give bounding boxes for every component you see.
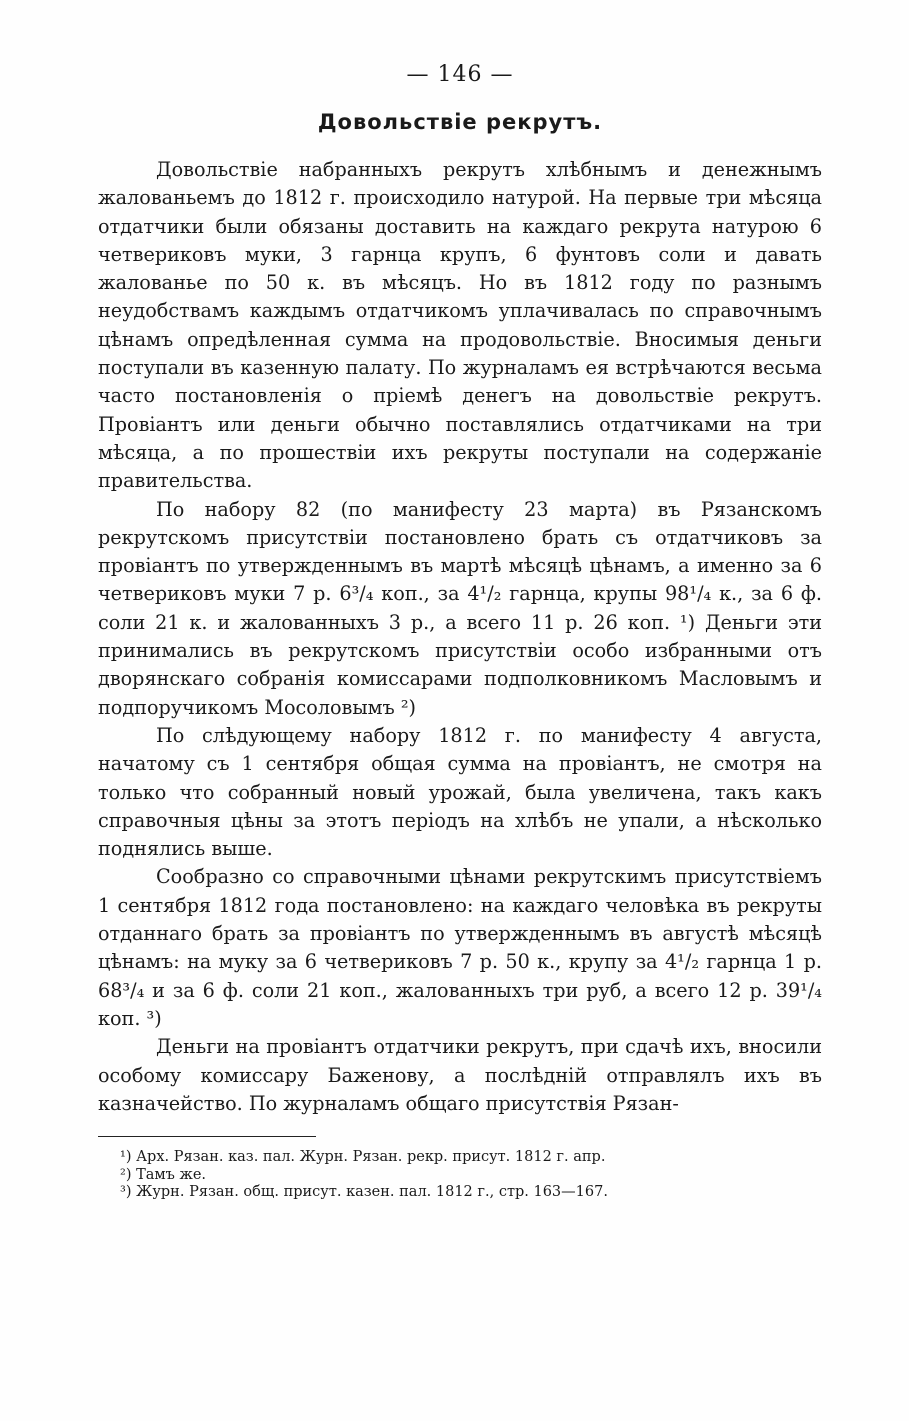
- paragraph-1: Довольствіе набранныхъ рекрутъ хлѣбнымъ и денежнымъ жалованьемъ до 1812 г. происходило натурой. На первые три мѣсяца отдатчики были обязаны доставить на каждаго рекрута натурою 6 четвериковъ муки, 3 гарнца крупъ, 6 фунтовъ соли и давать жалованье по 50 к. въ мѣсяцъ. Но въ 1812 году по разнымъ неудобствамъ каждымъ отдатчикомъ уплачивалась по справочнымъ цѣнамъ опредѣленная сумма на продовольствіе. Вносимыя деньги поступали въ казенную палату. По журналамъ ея встрѣчаются весьма часто постановленія о пріемѣ денегъ на довольствіе рекрутъ. Провіантъ или деньги обычно поставлялись отдатчиками на три мѣсяца, а по прошествіи ихъ рекруты поступали на содержаніе правительства.: [98, 158, 822, 493]
- footnotes: [98, 1149, 822, 1202]
- paragraph-2: По набору 82 (по манифесту 23 марта) въ Рязанскомъ рекрутскомъ присутствіи постановлено брать съ отдатчиковъ за провіантъ по утвержденнымъ въ мартѣ мѣсяцѣ цѣнамъ, а именно за 6 четвериковъ муки 7 р. 6³/₄ коп., за 4¹/₂ гарнца, крупы 98¹/₄ к., за 6 ф. соли 21 к. и жалованныхъ 3 р., а всего 11 р. 26 коп. ¹) Деньги эти принимались въ рекрутскомъ присутствіи особо избранными отъ дворянскаго собранія комиссарами подполковникомъ Масловымъ и подпоручикомъ Мосоловымъ ²): [98, 497, 822, 719]
- section-heading: Довольствіе рекрутъ.: [317, 110, 603, 134]
- footnote-divider: [98, 1136, 316, 1137]
- paragraph-4: Сообразно со справочными цѣнами рекрутскимъ присутствіемъ 1 сентября 1812 года постановлено: на каждаго человѣка въ рекруты отданнаго брать за провіантъ по утвержденнымъ въ августѣ мѣсяцѣ цѣнамъ: на муку за 6 четвериковъ 7 р. 50 к., крупу за 4¹/₂ гарнца 1 р. 68³/₄ и за 6 ф. соли 21 коп., жалованныхъ три руб, а всего 12 р. 39¹/₄ коп. ³): [98, 865, 822, 1030]
- page-number: — 146 —: [406, 62, 514, 87]
- footnote-3: ³) Журн. Рязан. общ. присут. казен. пал. 1812 г., стр. 163—167.: [120, 1184, 608, 1201]
- paragraph-5: Деньги на провіантъ отдатчики рекрутъ, при сдачѣ ихъ, вносили особому комиссару Баженову, а послѣдній отправлялъ ихъ въ казначейство. По журналамъ общаго присутствія Рязан-: [98, 1035, 822, 1115]
- paragraph-3: По слѣдующему набору 1812 г. по манифесту 4 августа, начатому съ 1 сентября общая сумма на провіантъ, не смотря на только что собранный новый урожай, была увеличена, такъ какъ справочныя цѣны за этотъ періодъ на хлѣбъ не упали, а нѣсколько поднялись выше.: [98, 723, 822, 861]
- footnote-2: ²) Тамъ же.: [120, 1166, 207, 1183]
- footnote-1: ¹) Арх. Рязан. каз. пал. Журн. Рязан. рекр. присут. 1812 г. апр.: [120, 1149, 606, 1166]
- book-page: [98, 62, 822, 1202]
